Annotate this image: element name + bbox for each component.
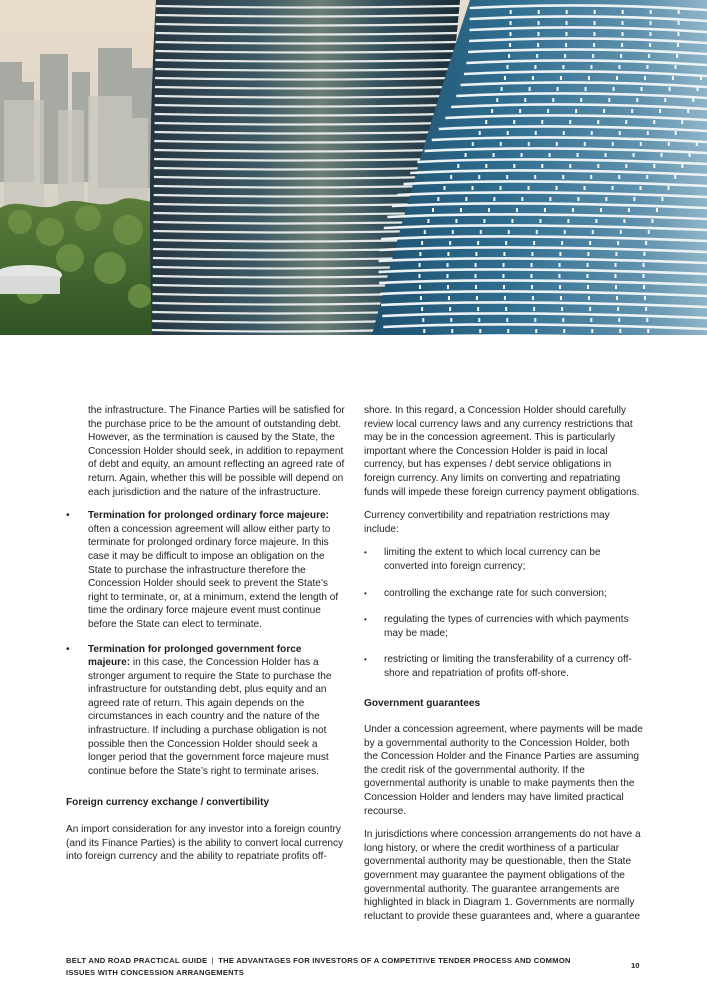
page-number: 10 (631, 961, 640, 970)
guide-title: BELT AND ROAD PRACTICAL GUIDE (66, 956, 208, 965)
list-item: • limiting the extent to which local currency can be converted into foreign currency; (364, 546, 644, 573)
currency-paragraph: An import consideration for any investor into a foreign country (and its Finance Parties) is the ability to convert local currency into foreign currency and the ability to repatriate profits off- (66, 824, 344, 863)
bullet-title: Termination for prolonged ordinary force majeure: (88, 510, 329, 522)
restrictions-list (364, 546, 644, 680)
section-title: THE ADVANTAGES FOR INVESTORS OF A COMPETITIVE TENDER PROCESS AND COMMON ISSUES WITH CONCESSION ARRANGEMENTS (66, 956, 571, 977)
currency-laws-paragraph: shore. In this regard, a Concession Holder should carefully review local currency laws and any currency restrictions that may be in the concession agreement. This is particularly important where the Concession Holder is paid in local currency, but has expenses / debt service obligations in foreign currency. Any limits on converting and repatriating funds will impede these foreign currency payment obligations. (364, 405, 640, 498)
right-column (364, 404, 644, 933)
list-item: • restricting or limiting the transferability of a currency off-shore and repatriation of profits off-shore. (364, 653, 644, 680)
section-heading-currency: Foreign currency exchange / convertibility (66, 797, 270, 809)
termination-bullet-list (66, 509, 346, 778)
list-item (66, 509, 346, 631)
section-heading-guarantees: Government guarantees (364, 697, 481, 709)
bullet-text: in this case, the Concession Holder has a stronger argument to require the State to purchase the infrastructure for outstanding debt, plus equity and an agreed rate of return. This again depends on the circumstances in each country and the nature of the infrastructure. If including a purchase obligation is not possible then the Concession Holder should seek a longer period that the government force majeure must continue before the State’s right to terminate arises. (88, 657, 332, 777)
credit-risk-paragraph: Under a concession agreement, where payments will be made by a governmental authority to the Concession Holder, both the Concession Holder and the Finance Parties are assuming the credit risk of the governmental authority. If the governmental authority is unable to make payments then the Concession Holder and lenders may have limited practical recourse. (364, 724, 643, 817)
city-skyscrapers-photo (0, 0, 707, 335)
hero-photo (0, 0, 707, 335)
bullet-title: Termination for prolonged government force majeure: (88, 643, 302, 669)
footer-separator: | (211, 956, 214, 965)
intro-paragraph: the infrastructure. The Finance Parties will be satisfied for the purchase price to be the amount of outstanding debt. However, as the termination is caused by the State, the Concession Holder should seek, in addition to repayment of debt and equity, an amount reflecting an agreed rate of return. Again, whether this will be possible will depend on each jurisdiction and the nature of the infrastructure. (88, 405, 345, 498)
left-column (66, 404, 346, 874)
restrictions-intro: Currency convertibility and repatriation restrictions may include: (364, 510, 610, 535)
page-footer (66, 955, 596, 979)
bullet-text: often a concession agreement will allow either party to terminate for prolonged ordinary force majeure. In this case it may be difficult to impose an obligation on the State to purchase the infrastructure therefore the Concession Holder should seek to prevent the State’s right to terminate, or, at a minimum, extend the length of time the ordinary force majeure event must continue before the State can elect to terminate. (88, 523, 339, 630)
list-item: • regulating the types of currencies with which payments may be made; (364, 613, 644, 640)
guarantee-paragraph: In jurisdictions where concession arrangements do not have a long history, or where the credit worthiness of a particular governmental authority may be questionable, then the State government may guarantee the payment obligations of the governmental authority. The guarantee arrangements are highlighted in black in Diagram 1. Governments are normally reluctant to provide these guarantees and, where a guarantee (364, 829, 641, 922)
list-item (66, 643, 346, 779)
list-item: • controlling the exchange rate for such conversion; (364, 587, 644, 601)
